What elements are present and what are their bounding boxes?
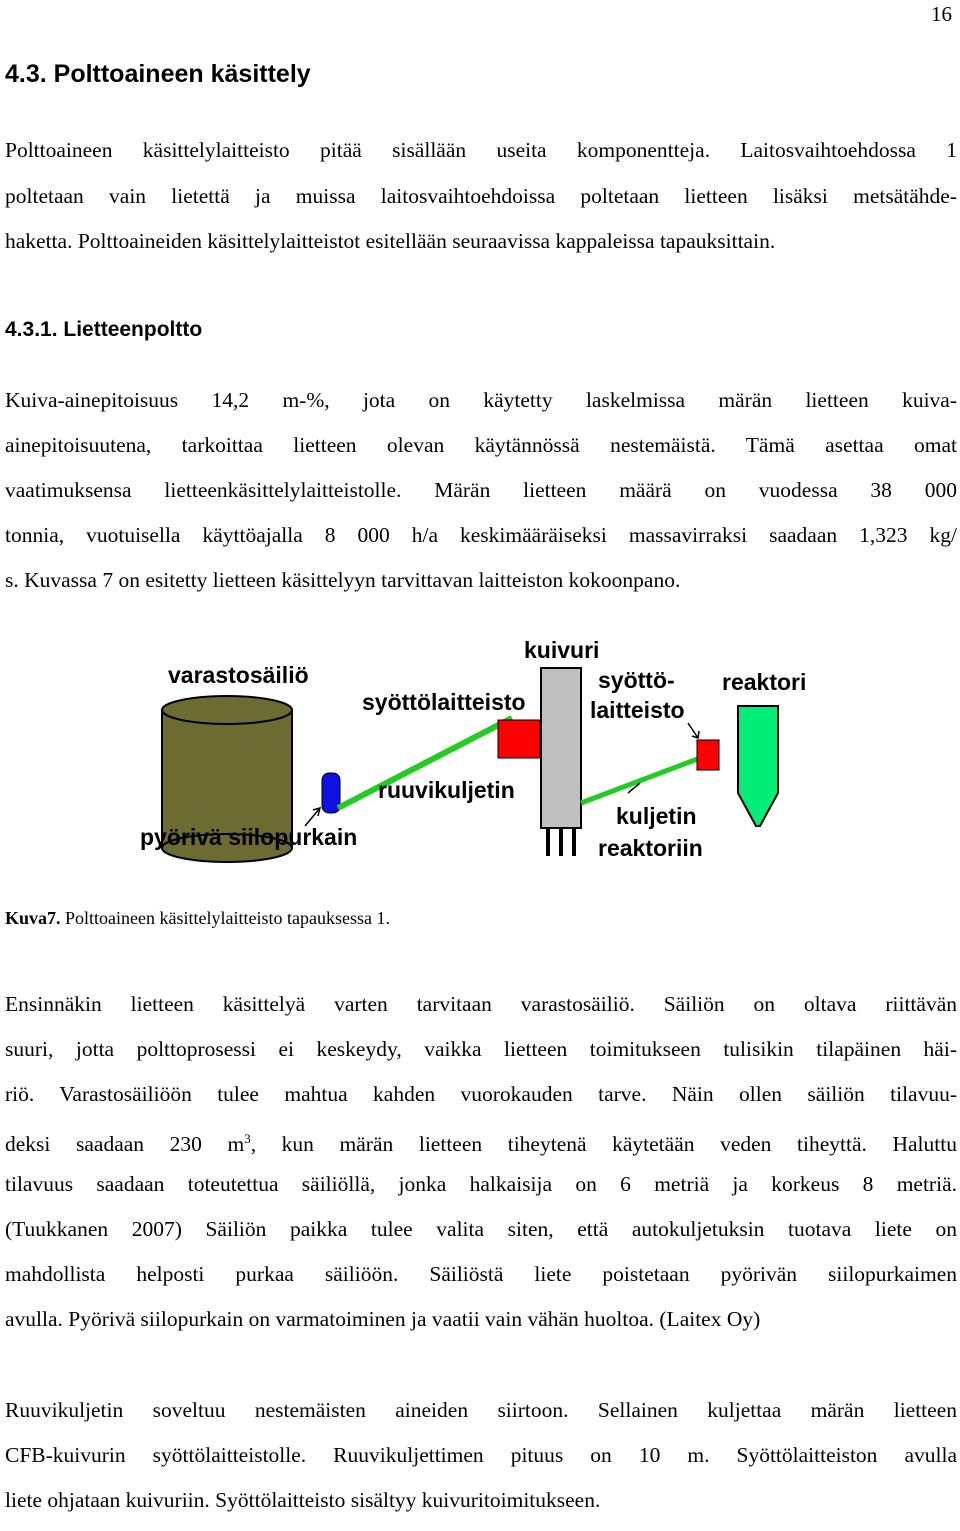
paragraph-line: riö. Varastosäiliöön tulee mahtua kahden vuorokauden tarve. Näin ollen säiliön tilavuu-: [5, 1082, 957, 1106]
dryer: [541, 668, 581, 856]
paragraph-line: poltetaan vain lietettä ja muissa laitosvaihtoehdoissa poltetaan lietteen lisäksi metsätähde-: [5, 183, 957, 208]
section-title: 4.3. Polttoaineen käsittely: [5, 60, 311, 88]
label-storage: varastosäiliö: [168, 662, 309, 688]
label-conveyor-line1: kuljetin: [616, 803, 697, 829]
superscript: 3: [244, 1131, 251, 1146]
line-text: deksi saadaan 230 m: [5, 1132, 245, 1157]
paragraph-line: avulla. Pyörivä siilopurkain on varmatoiminen ja vaatii vain vähän huoltoa. (Laitex Oy): [5, 1307, 761, 1331]
intro-paragraph: [5, 136, 957, 273]
reactor-feeder: [697, 740, 719, 770]
label-dryer: kuivuri: [524, 637, 600, 663]
dryer-feeder: [498, 720, 540, 758]
paragraph-line: haketta. Polttoaineiden käsittelylaitteistot esitellään seuraavissa kappaleissa tapauksittain.: [5, 229, 776, 253]
paragraph-line: CFB-kuivurin syöttölaitteistolle. Ruuvikuljettimen pituus on 10 m. Syöttölaitteiston avulla: [5, 1443, 957, 1467]
label-feeder1: syöttölaitteisto: [362, 689, 526, 715]
figure-caption: [5, 908, 390, 929]
label-screw: ruuvikuljetin: [378, 777, 515, 803]
caption-text: Polttoaineen käsittelylaitteisto tapauksessa 1.: [60, 908, 390, 928]
label-feeder2-line2: laitteisto: [590, 697, 685, 723]
paragraph-line: tonnia, vuotuisella käyttöajalla 8 000 h/a keskimääräiseksi massavirraksi saadaan 1,323 kg/: [5, 523, 957, 547]
label-reactor: reaktori: [722, 669, 807, 695]
process-figure: [120, 628, 840, 873]
silo-unloader: [322, 773, 340, 813]
subsection-title: 4.3.1. Lietteenpoltto: [5, 318, 203, 341]
paragraph-line: ainepitoisuutena, tarkoittaa lietteen olevan käytännössä nestemäistä. Tämä asettaa omat: [5, 433, 957, 457]
line-text: , kun märän lietteen tiheytenä käytetään veden tiheyttä. Haluttu: [250, 1132, 957, 1157]
paragraph-line: liete ohjataan kuivuriin. Syöttölaitteisto sisältyy kuivuritoimitukseen.: [5, 1488, 601, 1512]
paragraph-line: (Tuukkanen 2007) Säiliön paikka tulee valita siten, että autokuljetuksin tuotava liete on: [5, 1217, 957, 1241]
paragraph-line: Polttoaineen käsittelylaitteisto pitää sisällään useita komponentteja. Laitosvaihtoehdossa 1: [5, 138, 957, 162]
paragraph-line: vaatimuksensa lietteenkäsittelylaitteistolle. Märän lietteen määrä on vuodessa 38 000: [5, 478, 957, 502]
paragraph-line: s. Kuvassa 7 on esitetty lietteen käsittelyyn tarvittavan laitteiston kokoonpano.: [5, 568, 681, 592]
storage-paragraph: [5, 990, 957, 1350]
label-unloader: pyörivä siilopurkain: [140, 824, 358, 850]
caption-label: Kuva7.: [5, 908, 61, 928]
paragraph-line: [5, 1125, 957, 1170]
screw-paragraph: [5, 1396, 957, 1531]
page-number: 16: [931, 2, 952, 26]
paragraph-line: tilavuus saadaan toteutettua säiliöllä, jonka halkaisija on 6 metriä ja korkeus 8 metriä.: [5, 1172, 957, 1196]
reactor: [738, 706, 778, 826]
label-conveyor-line2: reaktoriin: [598, 835, 703, 861]
paragraph-line: Ruuvikuljetin soveltuu nestemäisten aineiden siirtoon. Sellainen kuljettaa märän lietteen: [5, 1398, 957, 1422]
paragraph-line: mahdollista helposti purkaa säiliöön. Säiliöstä liete poistetaan pyörivän siilopurkaimen: [5, 1262, 957, 1286]
reactor-conveyor: [581, 758, 700, 803]
paragraph-line: Ensinnäkin lietteen käsittelyä varten tarvitaan varastosäiliö. Säiliön on oltava riittävän: [5, 992, 957, 1016]
paragraph-line: Kuiva-ainepitoisuus 14,2 m-%, jota on käytetty laskelmissa märän lietteen kuiva-: [5, 388, 957, 412]
paragraph-line: suuri, jotta polttoprosessi ei keskeydy, vaikka lietteen toimitukseen tulisikin tilapäinen häi-: [5, 1037, 957, 1061]
label-feeder2-line1: syöttö-: [598, 667, 675, 693]
lietteenpoltto-paragraph: [5, 386, 957, 611]
